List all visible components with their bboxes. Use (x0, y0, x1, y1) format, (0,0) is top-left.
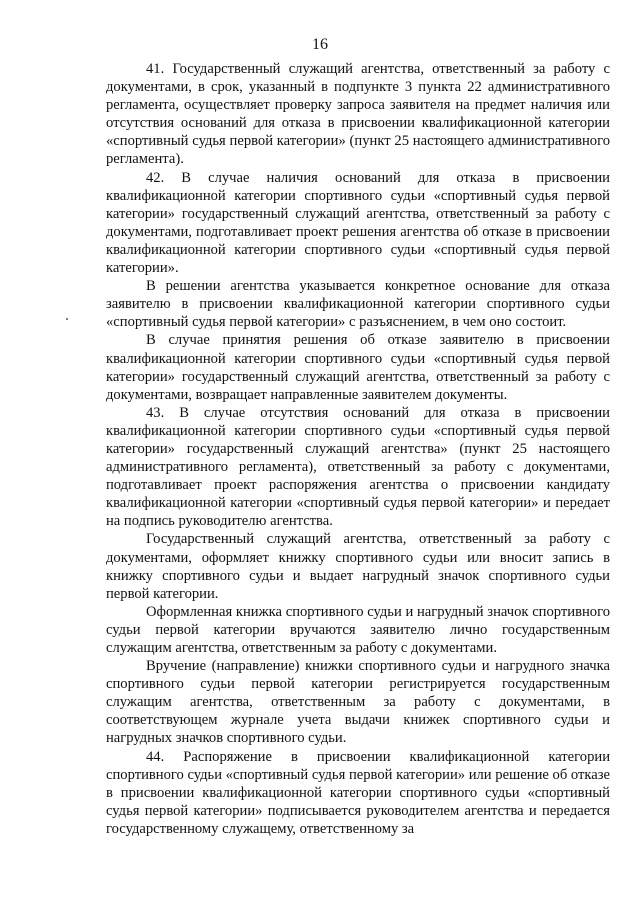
paragraph-42: 42. В случае наличия оснований для отказа в присвоении квалификационной категории спортивного судьи «спортивный судья первой категории» государственный служащий агентства, ответственный за работу с документами, подготавливает проект решения агентства об отказе в присвоении квалификационной категории спортивного судьи «спортивный судья первой категории». (106, 169, 610, 277)
scan-speck (66, 318, 68, 320)
paragraph-43-booklet: Государственный служащий агентства, ответственный за работу с документами, оформляет книжку спортивного судьи или вносит запись в книжку спортивного судьи и выдает нагрудный значок спортивного судьи первой категории. (106, 531, 610, 602)
page-number: 16 (312, 36, 328, 53)
paragraph-42-decision: В решении агентства указывается конкретное основание для отказа заявителю в присвоении квалификационной категории спортивного судьи «спортивный судья первой категории» с разъяснением, в чем оно состоит. (106, 278, 610, 331)
document-body (106, 60, 610, 838)
paragraph-43-registration: Вручение (направление) книжки спортивного судьи и нагрудного значка спортивного судьи первой категории регистрируется государственным служащим агентства, ответственным за работу с документами, в соответствующем журнале учета выдачи книжек спортивного судьи и нагрудных значков спортивного судьи. (106, 658, 610, 747)
paragraph-44: 44. Распоряжение в присвоении квалификационной категории спортивного судьи «спортивный судья первой категории» или решение об отказе в присвоении квалификационной категории спортивного судьи «спортивный судья первой категории» подписывается руководителем агентства и передается государственному служащему, ответственному за (106, 748, 610, 837)
paragraph-43: 43. В случае отсутствия оснований для отказа в присвоении квалификационной категории спортивного судьи «спортивный судья первой категории» государственный служащий агентства» (пункт 25 настоящего административного регламента), ответственный за работу с документами, подготавливает проект распоряжения агентства о присвоении кандидату квалификационной категории «спортивный судья первой категории» и передает на подпись руководителю агентства. (106, 404, 610, 530)
paragraph-42-refusal: В случае принятия решения об отказе заявителю в присвоении квалификационной категории спортивного судьи «спортивный судья первой категории» государственный служащий агентства, ответственный за работу с документами, возвращает направленные заявителем документы. (106, 332, 610, 403)
paragraph-41: 41. Государственный служащий агентства, ответственный за работу с документами, в срок, указанный в подпункте 3 пункта 22 административного регламента, осуществляет проверку запроса заявителя на предмет наличия или отсутствия оснований для отказа в присвоении квалификационной категории «спортивный судья первой категории» (пункт 25 настоящего административного регламента). (106, 61, 610, 168)
paragraph-43-handover: Оформленная книжка спортивного судьи и нагрудный значок спортивного судьи первой категории вручаются заявителю лично государственным служащим агентства, ответственным за работу с документами. (106, 603, 610, 656)
